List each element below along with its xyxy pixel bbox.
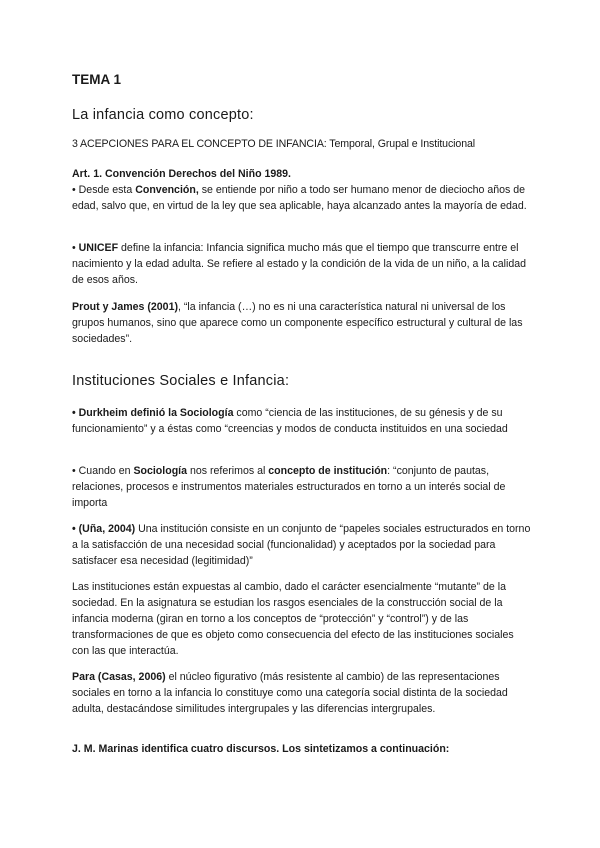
sociologia-paragraph (72, 463, 532, 511)
casas-post: el núcleo figurativo (más resistente al cambio) de las representaciones sociales en torno a la infancia lo constituye como una categoría social distinta de la sociedad adulta, destacándose similitudes intergrupales y las diferencias intergrupales. (72, 671, 508, 715)
una-post: Una institución consiste en un conjunto de “papeles sociales estructurados en torno a la satisfacción de una necesidad social (funcionalidad) y aceptados por la sociedad para satisfacer esa necesidad (legitimidad)” (72, 523, 531, 567)
sociologia-pre: • Cuando en (72, 465, 134, 477)
cambio-paragraph: Las instituciones están expuestas al cambio, dado el carácter esencialmente “mutante” de la sociedad. En la asignatura se estudian los rasgos esenciales de la construcción social de la infancia moderna (giran en torno a los conceptos de “protección” y “control”) y de las transformaciones de que es objeto como consecuencia del efecto de las instituciones sociales con las que interactúa. (72, 581, 514, 657)
prout-bold: Prout y James (2001) (72, 301, 178, 313)
institucion-bold: concepto de institución (268, 465, 388, 477)
heading-infancia-concepto: La infancia como concepto: (72, 107, 254, 123)
convencion-post: se entiende por niño a todo ser humano menor de dieciocho años de edad, salvo que, en virtud de la ley que sea aplicable, haya alcanzado antes la mayoría de edad. (72, 184, 527, 212)
acepciones-line: 3 ACEPCIONES PARA EL CONCEPTO DE INFANCIA: Temporal, Grupal e Institucional (72, 138, 476, 150)
unicef-post: define la infancia: Infancia significa mucho más que el tiempo que transcurre entre el nacimiento y la edad adulta. Se refiere al estado y la condición de la vida de un niño, a la calidad de esos años. (72, 242, 527, 286)
durkheim-paragraph (72, 405, 532, 437)
casas-bold: Para (Casas, 2006) (72, 671, 166, 683)
convencion-paragraph (72, 182, 532, 214)
una-bold: • (Uña, 2004) (72, 523, 136, 535)
marinas-text: J. M. Marinas identifica cuatro discursos. Los sintetizamos a continuación: (72, 743, 450, 755)
unicef-bold: UNICEF (78, 242, 119, 254)
prout-post: , “la infancia (…) no es ni una característica natural ni universal de los grupos humanos, sino que aparece como un componente específico estructural y cultural de las sociedades”. (72, 301, 523, 345)
una-paragraph (72, 521, 532, 569)
art1-text: Art. 1. Convención Derechos del Niño 1989. (72, 168, 291, 180)
tema-title: TEMA 1 (72, 72, 122, 87)
bullet: • (72, 242, 79, 254)
casas-paragraph (72, 669, 532, 717)
prout-paragraph (72, 299, 532, 347)
convencion-bold: Convención, (135, 184, 199, 196)
sociologia-post: : “conjunto de pautas, relaciones, procesos e instrumentos materiales estructurados en torno a un interés social de importa (72, 465, 506, 509)
sociologia-bold: Sociología (133, 465, 188, 477)
art1-heading (72, 166, 532, 182)
sociologia-mid: nos referimos al (187, 465, 269, 477)
convencion-pre: Desde esta (78, 184, 136, 196)
durkheim-post: como “ciencia de las instituciones, de su génesis y de su funcionamiento” y a éstas como “creencias y modos de conducta instituidos en una sociedad (72, 407, 508, 435)
unicef-paragraph (72, 240, 532, 288)
durkheim-bold: • Durkheim definió la Sociología (72, 407, 234, 419)
marinas-heading (72, 741, 532, 757)
bullet: • (72, 184, 79, 196)
heading-instituciones: Instituciones Sociales e Infancia: (72, 373, 290, 389)
